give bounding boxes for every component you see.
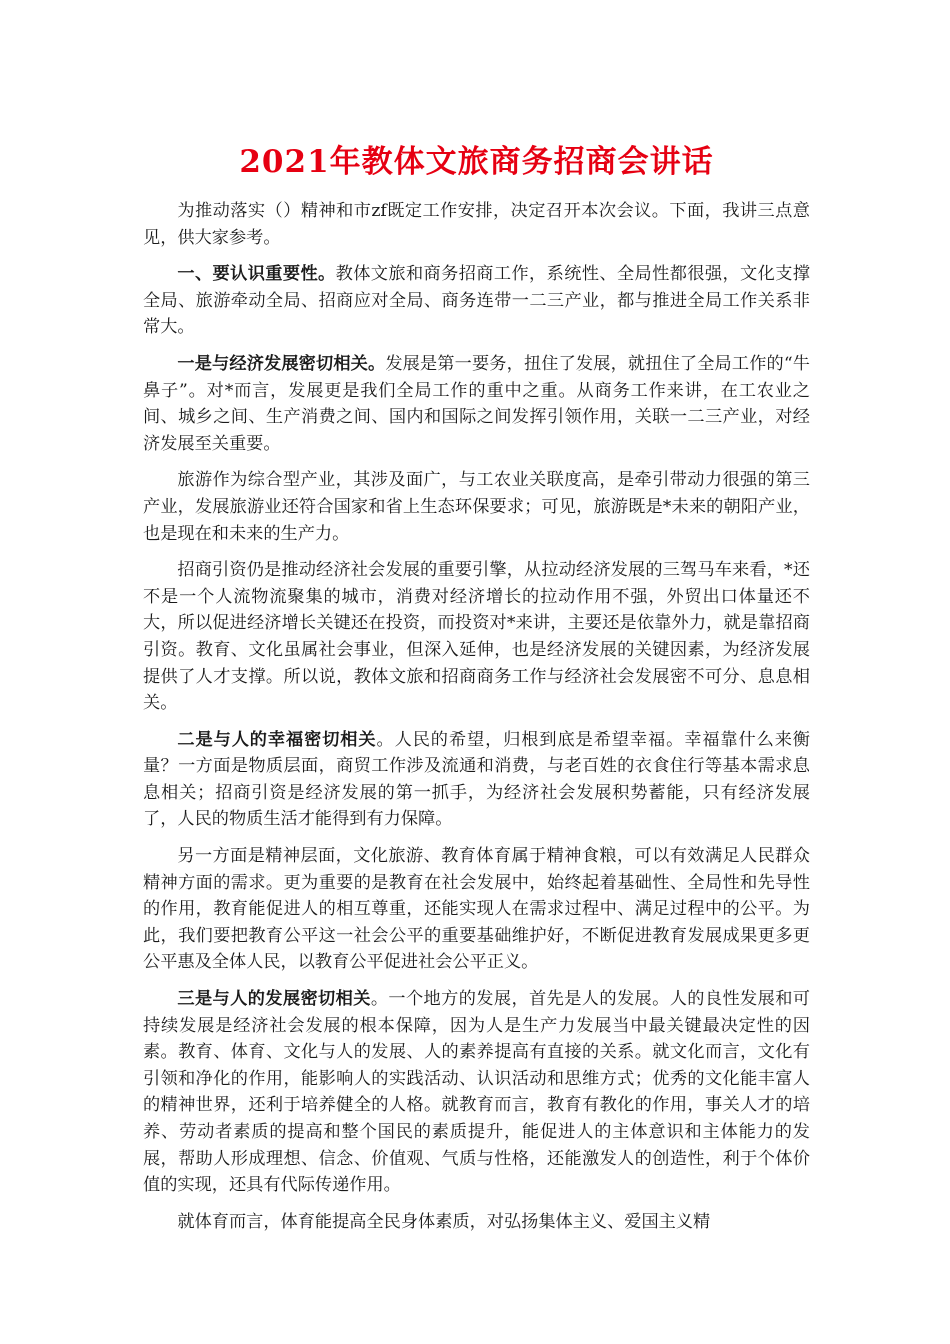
paragraph-lead: 三是与人的发展密切相关 <box>177 989 371 1010</box>
paragraph-investment <box>143 557 810 717</box>
paragraph-text: 。人民的希望，归根到底是希望幸福。幸福靠什么来衡量？一方面是物质层面，商贸工作涉及流通和消费，与老百姓的衣食住行等基本需求息息相关；招商引资是经济发展的第一抓手，为经济社会发展积势蓄能，只有经济发展了，人民的物质生活才能得到有力保障。 <box>143 729 810 830</box>
paragraph-section-one <box>143 261 810 341</box>
paragraph-economic <box>143 351 810 457</box>
paragraph-sports <box>143 1209 810 1236</box>
paragraph-text: 为推动落实（）精神和市zf既定工作安排，决定召开本次会议。下面，我讲三点意见，供大家参考。 <box>143 201 810 248</box>
paragraph-text: 旅游作为综合型产业，其涉及面广，与工农业关联度高，是牵引带动力很强的第三产业，发展旅游业还符合国家和省上生态环保要求；可见，旅游既是*未来的朝阳产业，也是现在和未来的生产力。 <box>143 470 810 544</box>
paragraph-lead: 一、要认识重要性。 <box>177 264 336 285</box>
paragraph-lead: 一是与经济发展密切相关。 <box>177 353 386 374</box>
paragraph-text: 教体文旅和商务招商工作，系统性、全局性都很强，文化支撑全局、旅游牵动全局、招商应对全局、商务连带一二三产业，都与推进全局工作关系非常大。 <box>143 264 810 338</box>
paragraph-text: 。一个地方的发展，首先是人的发展。人的良性发展和可持续发展是经济社会发展的根本保障，因为人是生产力发展当中最关键最决定性的因素。教育、体育、文化与人的发展、人的素养提高有直接的关系。就文化而言，文化有引领和净化的作用，能影响人的实践活动、认识活动和思维方式；优秀的文化能丰富人的精神世界，还利于培养健全的人格。就教育而言，教育有教化的作用，事关人才的培养、劳动者素质的提高和整个国民的素质提升，能促进人的主体意识和主体能力的发展，帮助人形成理想、信念、价值观、气质与性格，还能激发人的创造性，利于个体价值的实现，还具有代际传递作用。 <box>143 989 810 1196</box>
paragraph-spiritual <box>143 843 810 976</box>
paragraph-happiness <box>143 727 810 833</box>
paragraph-tourism <box>143 467 810 547</box>
paragraph-intro <box>143 198 810 251</box>
document-page <box>143 140 810 1245</box>
document-title: 2021年教体文旅商务招商会讲话 <box>239 144 714 180</box>
paragraph-text: 另一方面是精神层面，文化旅游、教育体育属于精神食粮，可以有效满足人民群众精神方面的需求。更为重要的是教育在社会发展中，始终起着基础性、全局性和先导性的作用，教育能促进人的相互尊重，还能实现人在需求过程中、满足过程中的公平。为此，我们要把教育公平这一社会公平的重要基础维护好，不断促进教育发展成果更多更公平惠及全体人民，以教育公平促进社会公平正义。 <box>143 846 810 973</box>
paragraph-text: 招商引资仍是推动经济社会发展的重要引擎，从拉动经济发展的三驾马车来看，*还不是一个人流物流聚集的城市，消费对经济增长的拉动作用不强，外贸出口体量还不大，所以促进经济增长关键还在投资，而投资对*来讲，主要还是依靠外力，就是靠招商引资。教育、文化虽属社会事业，但深入延伸，也是经济发展的关键因素，为经济发展提供了人才支撑。所以说，教体文旅和招商商务工作与经济社会发展密不可分、息息相关。 <box>143 560 810 714</box>
paragraph-lead: 二是与人的幸福密切相关 <box>177 729 377 750</box>
paragraph-text: 发展是第一要务，扭住了发展，就扭住了全局工作的“牛鼻子”。对*而言，发展更是我们全局工作的重中之重。从商务工作来讲，在工农业之间、城乡之间、生产消费之间、国内和国际之间发挥引领作用，关联一二三产业，对经济发展至关重要。 <box>143 353 810 454</box>
paragraph-text: 就体育而言，体育能提高全民身体素质，对弘扬集体主义、爱国主义精 <box>177 1211 711 1232</box>
paragraph-development <box>143 986 810 1199</box>
